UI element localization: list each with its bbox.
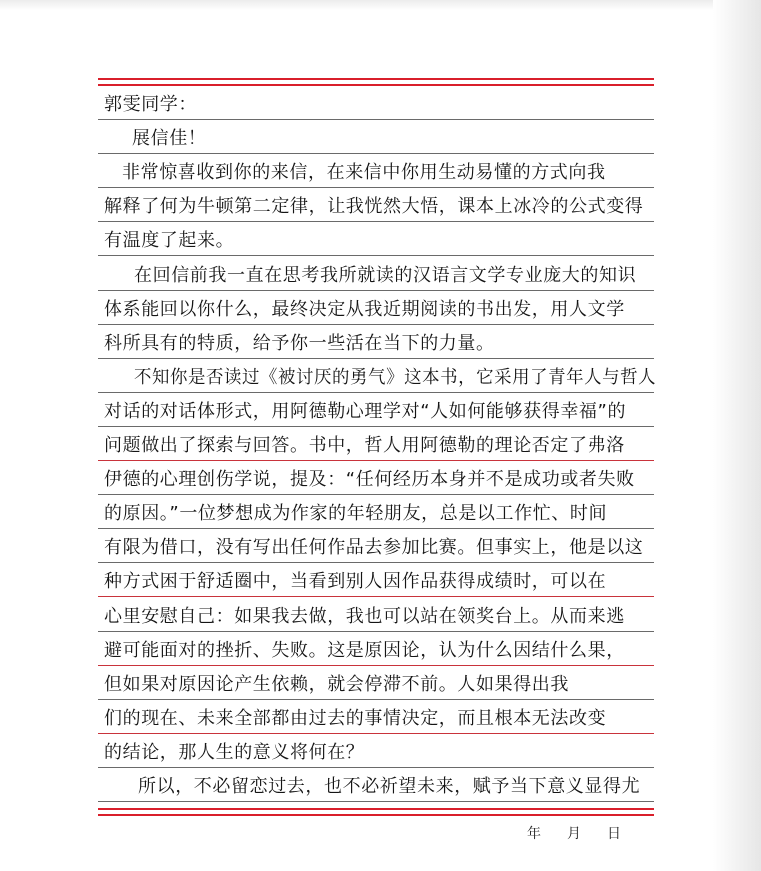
letter-line: 非常惊喜收到你的来信，在来信中你用生动易懂的方式向我 — [122, 162, 606, 183]
letter-line: 科所具有的特质，给予你一些活在当下的力量。 — [104, 333, 495, 354]
ruled-line — [98, 733, 654, 734]
letter-line: 种方式困于舒适圈中，当看到别人因作品获得成绩时，可以在 — [104, 571, 607, 592]
ruled-line — [98, 324, 654, 325]
ruled-line — [98, 290, 654, 291]
ruled-line — [98, 562, 654, 563]
letter-line: 在回信前我一直在思考我所就读的汉语言文学专业庞大的知识 — [134, 265, 637, 286]
letter-line: 但如果对原因论产生依赖，就会停滞不前。人如果得出我 — [104, 674, 569, 695]
ruled-line — [98, 528, 654, 529]
date-month-label: 月 — [567, 826, 581, 842]
footer-red-line-2 — [98, 814, 654, 816]
ruled-line — [98, 187, 654, 188]
ruled-line — [98, 631, 654, 632]
ruled-line — [98, 699, 654, 700]
ruled-line — [98, 153, 654, 154]
header-red-line-2 — [98, 84, 654, 86]
footer-red-line-1 — [98, 808, 654, 810]
ruled-line — [98, 665, 654, 666]
date-day-label: 日 — [607, 826, 621, 842]
letter-line: 解释了何为牛顿第二定律，让我恍然大悟，课本上冰冷的公式变得 — [104, 196, 644, 217]
ruled-line — [98, 460, 654, 461]
header-red-line-1 — [98, 78, 654, 80]
letter-line: 们的现在、未来全部都由过去的事情决定，而且根本无法改变 — [104, 708, 607, 729]
ruled-line — [98, 255, 654, 256]
ruled-line — [98, 801, 654, 802]
letter-line: 所以，不必留恋过去，也不必祈望未来，赋予当下意义显得尤 — [138, 776, 641, 797]
letter-line: 不知你是否读过《被讨厌的勇气》这本书，它采用了青年人与哲人 — [134, 367, 656, 388]
letter-line: 有限为借口，没有写出任何作品去参加比赛。但事实上，他是以这 — [104, 537, 644, 558]
salutation-line: 展信佳！ — [132, 128, 207, 149]
ruled-line — [98, 392, 654, 393]
date-year-label: 年 — [527, 826, 541, 842]
letter-line: 有温度了起来。 — [104, 230, 235, 251]
letter-line: 心里安慰自己：如果我去做，我也可以站在领奖台上。从而来逃 — [104, 606, 625, 627]
ruled-line — [98, 596, 654, 597]
paper-right-shadow — [713, 0, 761, 871]
greeting-line: 郭雯同学： — [104, 94, 197, 115]
letter-line: 避可能面对的挫折、失败。这是原因论，认为什么因结什么果， — [104, 640, 625, 661]
ruled-line — [98, 358, 654, 359]
letter-line: 的结论，那人生的意义将何在？ — [104, 742, 365, 763]
letter-line: 的原因。”一位梦想成为作家的年轻朋友，总是以工作忙、时间 — [104, 503, 608, 524]
ruled-line — [98, 494, 654, 495]
ruled-line — [98, 221, 654, 222]
paper-top-shadow — [0, 0, 761, 10]
letter-line: 体系能回以你什么，最终决定从我近期阅读的书出发，用人文学 — [104, 299, 625, 320]
letter-line: 伊德的心理创伤学说，提及：“任何经历本身并不是成功或者失败 — [104, 469, 635, 490]
letter-line: 对话的对话体形式，用阿德勒心理学对“人如何能够获得幸福”的 — [104, 401, 627, 422]
ruled-line — [98, 119, 654, 120]
letter-line: 问题做出了探索与回答。书中，哲人用阿德勒的理论否定了弗洛 — [104, 435, 625, 456]
ruled-line — [98, 426, 654, 427]
ruled-line — [98, 767, 654, 768]
